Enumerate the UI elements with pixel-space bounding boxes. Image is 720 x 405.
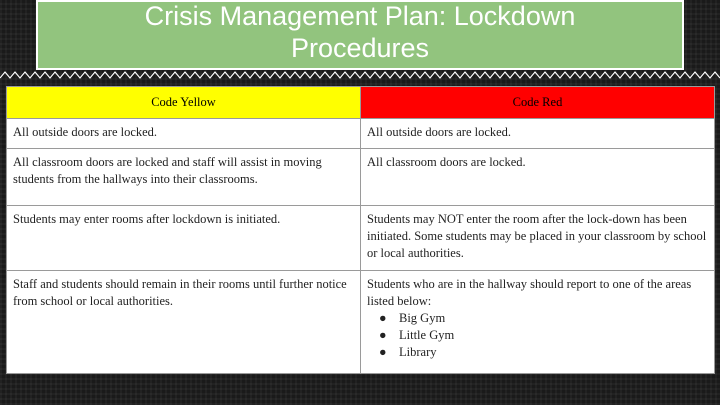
page-title [145, 0, 576, 64]
code-red-header: Code Red [361, 87, 715, 119]
bullet-icon: ● [379, 328, 387, 342]
title-banner [36, 0, 684, 70]
table-cell: All outside doors are locked. [361, 119, 715, 149]
lockdown-table [6, 86, 715, 374]
bullet-icon: ● [379, 311, 387, 325]
area-label: Big Gym [399, 311, 446, 325]
area-label: Little Gym [399, 328, 455, 342]
table-row [7, 271, 715, 374]
areas-list [367, 310, 708, 361]
table-row [7, 149, 715, 206]
list-item [379, 327, 708, 344]
list-item [379, 310, 708, 327]
table-cell: All classroom doors are locked. [361, 149, 715, 206]
table-row [7, 119, 715, 149]
table-cell: Students may NOT enter the room after the lock-down has been initiated. Some students may be placed in your classroom by school or local authorities. [361, 206, 715, 271]
page-title-line-1: Crisis Management Plan: Lockdown [144, 1, 576, 31]
table-cell: Staff and students should remain in their rooms until further notice from school or local authorities. [7, 271, 361, 374]
lockdown-table-container [6, 86, 714, 373]
table-cell [361, 271, 715, 374]
code-yellow-header: Code Yellow [7, 87, 361, 119]
area-label: Library [399, 345, 437, 359]
table-cell: All classroom doors are locked and staff will assist in moving students from the hallways into their classrooms. [7, 149, 361, 206]
table-cell: Students may enter rooms after lockdown is initiated. [7, 206, 361, 271]
zigzag-divider [0, 70, 720, 80]
table-header-row [7, 87, 715, 119]
table-cell: All outside doors are locked. [7, 119, 361, 149]
list-item [379, 344, 708, 361]
areas-intro: Students who are in the hallway should report to one of the areas listed below: [367, 277, 692, 308]
table-row [7, 206, 715, 271]
bullet-icon: ● [379, 345, 387, 359]
page-title-line-2: Procedures [290, 33, 430, 63]
